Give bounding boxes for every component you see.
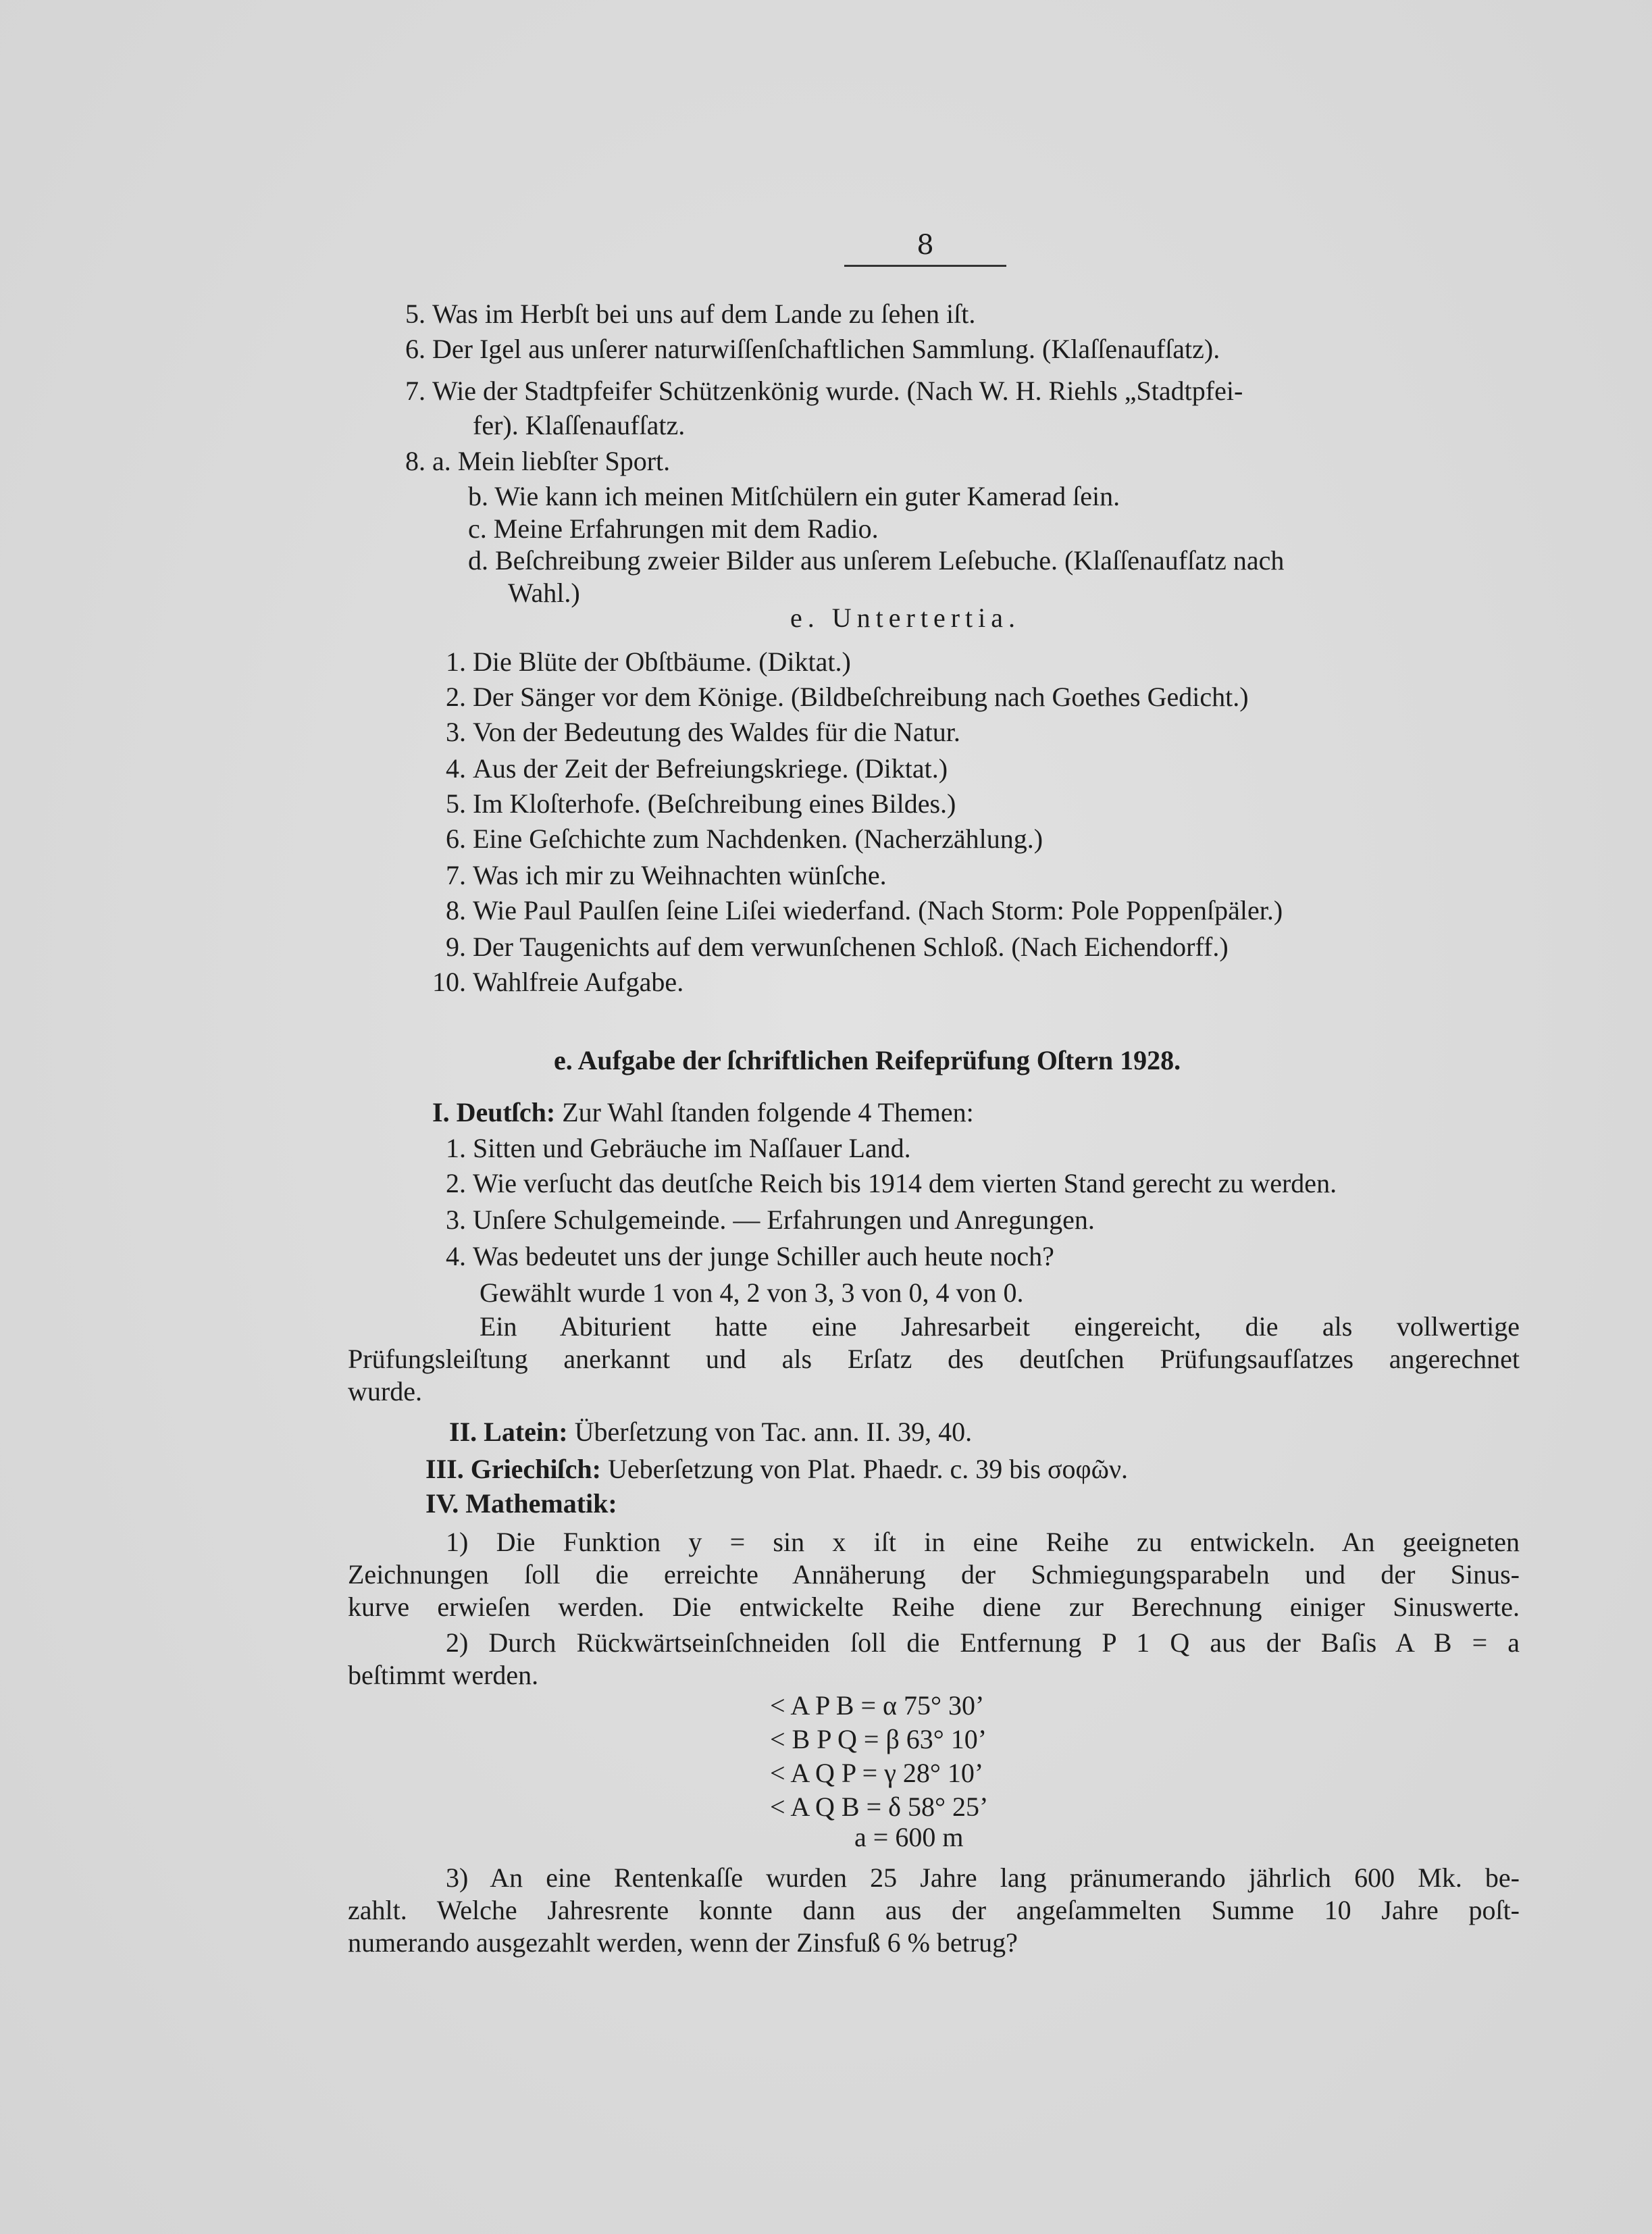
griechisch-line: III. Griechiſch: Ueberſetzung von Plat. Phaedr. c. 39 bis σοφῶν.: [425, 1454, 1129, 1484]
paragraph-line: numerando ausgezahlt werden, wenn der Zinsfuß 6 % betrug?: [348, 1927, 1018, 1958]
angle-line: < A P B = α 75° 30’: [770, 1690, 985, 1721]
section-heading: e. Untertertia.: [790, 603, 1021, 633]
list-item-continuation: fer). Klaſſenaufſatz.: [473, 410, 686, 440]
list-item: 3. Unſere Schulgemeinde. — Erfahrungen und Anregungen.: [446, 1204, 1095, 1235]
list-item: 6. Eine Geſchichte zum Nachdenken. (Nacherzählung.): [446, 823, 1043, 854]
list-item: 2. Wie verſucht das deutſche Reich bis 1914 dem vierten Stand gerecht zu werden.: [446, 1168, 1337, 1198]
list-item: 7. Was ich mir zu Weihnachten wünſche.: [446, 860, 887, 890]
angle-line: < A Q P = γ 28° 10’: [770, 1758, 984, 1788]
paragraph-line: wurde.: [348, 1376, 422, 1406]
list-subitem: c. Meine Erfahrungen mit dem Radio.: [468, 513, 879, 544]
exam-heading: e. Aufgabe der ſchriftlichen Reifeprüfung Oſtern 1928.: [554, 1045, 1181, 1075]
list-item: 4. Aus der Zeit der Befreiungskriege. (Diktat.): [446, 753, 948, 784]
paragraph-line: 2) Durch Rückwärtseinſchneiden ſoll die Entfernung P 1 Q aus der Baſis A B = a: [446, 1627, 1520, 1658]
list-subitem-continuation: Wahl.): [508, 578, 580, 608]
angle-line: < B P Q = β 63° 10’: [770, 1724, 987, 1754]
latein-line: II. Latein: Überſetzung von Tac. ann. II. 39, 40.: [449, 1417, 973, 1447]
paragraph-line: zahlt. Welche Jahresrente konnte dann aus der angeſammelten Summe 10 Jahre poſt-: [348, 1895, 1520, 1925]
chosen-note: Gewählt wurde 1 von 4, 2 von 3, 3 von 0, 4 von 0.: [480, 1277, 1024, 1308]
list-subitem: d. Beſchreibung zweier Bilder aus unſerem Leſebuche. (Klaſſenaufſatz nach: [468, 545, 1285, 576]
paragraph-line: kurve erwieſen werden. Die entwickelte Reihe diene zur Berechnung einiger Sinuswerte.: [348, 1592, 1520, 1622]
paragraph-line: Zeichnungen ſoll die erreichte Annäherung der Schmiegungsparabeln und der Sinus-: [348, 1559, 1520, 1590]
list-item: 6. Der Igel aus unſerer naturwiſſenſchaftlichen Sammlung. (Klaſſenaufſatz).: [405, 334, 1220, 364]
list-item: 5. Was im Herbſt bei uns auf dem Lande zu ſehen iſt.: [405, 299, 976, 329]
a-value: a = 600 m: [854, 1822, 964, 1852]
paragraph-line: 3) An eine Rentenkaſſe wurden 25 Jahre lang pränumerando jährlich 600 Mk. be-: [446, 1862, 1520, 1893]
list-item: 1. Sitten und Gebräuche im Naſſauer Land.: [446, 1133, 911, 1163]
list-item: 4. Was bedeutet uns der junge Schiller auch heute noch?: [446, 1241, 1054, 1271]
list-item: 3. Von der Bedeutung des Waldes für die Natur.: [446, 717, 960, 747]
list-subitem: b. Wie kann ich meinen Mitſchülern ein guter Kamerad ſein.: [468, 481, 1120, 511]
list-item: 7. Wie der Stadtpfeifer Schützenkönig wurde. (Nach W. H. Riehls „Stadtpfei-: [405, 376, 1243, 406]
list-item: 8. Wie Paul Paulſen ſeine Liſei wiederfand. (Nach Storm: Pole Poppenſpäler.): [446, 895, 1283, 925]
angle-line: < A Q B = δ 58° 25’: [770, 1792, 989, 1822]
paragraph-line: Prüfungsleiſtung anerkannt und als Erſatz des deutſchen Prüfungsaufſatzes angerechnet: [348, 1344, 1520, 1374]
paragraph-line: beſtimmt werden.: [348, 1660, 539, 1690]
list-item: 1. Die Blüte der Obſtbäume. (Diktat.): [446, 646, 851, 677]
deutsch-line: I. Deutſch: Zur Wahl ſtanden folgende 4 Themen:: [432, 1097, 974, 1127]
list-item: 10. Wahlfreie Aufgabe.: [432, 967, 684, 997]
list-item: 5. Im Kloſterhofe. (Beſchreibung eines Bildes.): [446, 788, 956, 819]
list-item: 8. a. Mein liebſter Sport.: [405, 446, 671, 476]
mathematik-label: IV. Mathematik:: [425, 1488, 617, 1519]
paragraph-line: 1) Die Funktion y = sin x iſt in eine Reihe zu entwickeln. An geeigneten: [446, 1527, 1520, 1557]
list-item: 2. Der Sänger vor dem Könige. (Bildbeſchreibung nach Goethes Gedicht.): [446, 682, 1249, 712]
page-number: 8: [844, 230, 1006, 267]
list-item: 9. Der Taugenichts auf dem verwunſchenen Schloß. (Nach Eichendorff.): [446, 932, 1229, 962]
paragraph-line: Ein Abiturient hatte eine Jahresarbeit eingereicht, die als vollwertige: [480, 1311, 1520, 1342]
